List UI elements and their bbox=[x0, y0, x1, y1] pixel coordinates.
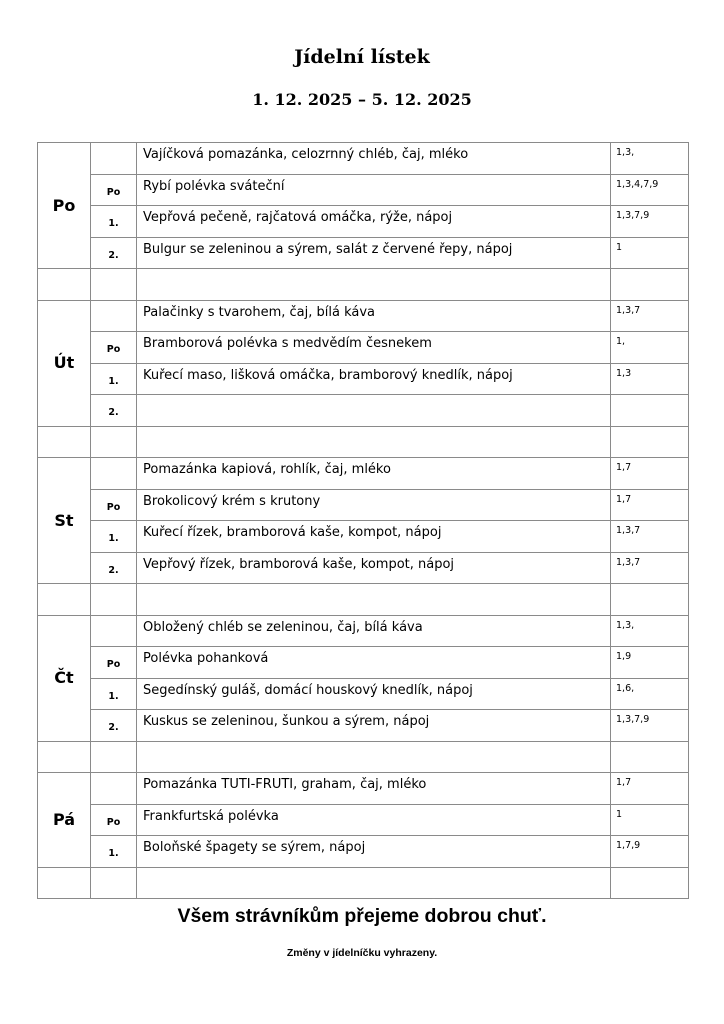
allergens bbox=[611, 395, 689, 427]
dish-name bbox=[137, 395, 611, 427]
menu-row bbox=[38, 237, 689, 269]
course-label: Po bbox=[91, 804, 137, 836]
dish-name: Pomazánka TUTI-FRUTI, graham, čaj, mléko bbox=[137, 773, 611, 805]
empty-cell bbox=[611, 867, 689, 899]
changes-note: Změny v jídelníčku vyhrazeny. bbox=[286, 947, 438, 959]
empty-cell bbox=[38, 867, 91, 899]
menu-row bbox=[38, 710, 689, 742]
course-label bbox=[91, 143, 137, 175]
allergens: 1, bbox=[611, 332, 689, 364]
course-label: Po bbox=[91, 332, 137, 364]
dish-name: Bramborová polévka s medvědím česnekem bbox=[137, 332, 611, 364]
empty-cell bbox=[611, 426, 689, 458]
allergens: 1,3, bbox=[611, 615, 689, 647]
empty-cell bbox=[137, 269, 611, 301]
dish-name: Kuřecí maso, lišková omáčka, bramborový knedlík, nápoj bbox=[137, 363, 611, 395]
empty-cell bbox=[38, 426, 91, 458]
dish-name: Segedínský guláš, domácí houskový knedlík, nápoj bbox=[137, 678, 611, 710]
menu-row bbox=[38, 773, 689, 805]
menu-table bbox=[37, 142, 689, 899]
course-label: Po bbox=[91, 647, 137, 679]
course-label: 1. bbox=[91, 836, 137, 868]
spacer-row bbox=[38, 741, 689, 773]
dish-name: Bulgur se zeleninou a sýrem, salát z červené řepy, nápoj bbox=[137, 237, 611, 269]
menu-row bbox=[38, 363, 689, 395]
menu-row bbox=[38, 300, 689, 332]
allergens: 1,3,7 bbox=[611, 552, 689, 584]
course-label: 2. bbox=[91, 395, 137, 427]
empty-cell bbox=[91, 741, 137, 773]
spacer-row bbox=[38, 867, 689, 899]
empty-cell bbox=[611, 741, 689, 773]
dish-name: Palačinky s tvarohem, čaj, bílá káva bbox=[137, 300, 611, 332]
course-label: 2. bbox=[91, 710, 137, 742]
spacer-row bbox=[38, 426, 689, 458]
dish-name: Vepřová pečeně, rajčatová omáčka, rýže, nápoj bbox=[137, 206, 611, 238]
menu-body bbox=[38, 143, 689, 899]
empty-cell bbox=[38, 269, 91, 301]
allergens: 1 bbox=[611, 237, 689, 269]
dish-name: Kuskus se zeleninou, šunkou a sýrem, nápoj bbox=[137, 710, 611, 742]
course-label: 1. bbox=[91, 521, 137, 553]
day-label: Po bbox=[38, 143, 91, 269]
allergens: 1,3,7,9 bbox=[611, 710, 689, 742]
day-label: Čt bbox=[38, 615, 91, 741]
allergens: 1,7 bbox=[611, 489, 689, 521]
allergens: 1,7 bbox=[611, 773, 689, 805]
empty-cell bbox=[38, 741, 91, 773]
course-label: 2. bbox=[91, 552, 137, 584]
day-label: St bbox=[38, 458, 91, 584]
course-label bbox=[91, 615, 137, 647]
menu-row bbox=[38, 174, 689, 206]
menu-row bbox=[38, 678, 689, 710]
allergens: 1,3,4,7,9 bbox=[611, 174, 689, 206]
menu-row bbox=[38, 521, 689, 553]
empty-cell bbox=[611, 584, 689, 616]
empty-cell bbox=[38, 584, 91, 616]
dish-name: Pomazánka kapiová, rohlík, čaj, mléko bbox=[137, 458, 611, 490]
dish-name: Polévka pohanková bbox=[137, 647, 611, 679]
dish-name: Rybí polévka sváteční bbox=[137, 174, 611, 206]
dish-name: Boloňské špagety se sýrem, nápoj bbox=[137, 836, 611, 868]
menu-row bbox=[38, 489, 689, 521]
dish-name: Obložený chléb se zeleninou, čaj, bílá káva bbox=[137, 615, 611, 647]
allergens: 1,7 bbox=[611, 458, 689, 490]
course-label: Po bbox=[91, 174, 137, 206]
day-label: Pá bbox=[38, 773, 91, 868]
empty-cell bbox=[137, 426, 611, 458]
menu-row bbox=[38, 206, 689, 238]
empty-cell bbox=[91, 867, 137, 899]
allergens: 1,3,7,9 bbox=[611, 206, 689, 238]
day-label: Út bbox=[38, 300, 91, 426]
spacer-row bbox=[38, 269, 689, 301]
allergens: 1,6, bbox=[611, 678, 689, 710]
allergens: 1,3,7 bbox=[611, 300, 689, 332]
dish-name: Brokolicový krém s krutony bbox=[137, 489, 611, 521]
menu-row bbox=[38, 552, 689, 584]
closing-wish: Všem strávníkům přejeme dobrou chuť. bbox=[177, 905, 547, 927]
menu-row bbox=[38, 332, 689, 364]
empty-cell bbox=[137, 741, 611, 773]
empty-cell bbox=[91, 584, 137, 616]
empty-cell bbox=[137, 584, 611, 616]
allergens: 1,3, bbox=[611, 143, 689, 175]
menu-row bbox=[38, 615, 689, 647]
dish-name: Kuřecí řízek, bramborová kaše, kompot, nápoj bbox=[137, 521, 611, 553]
menu-row bbox=[38, 804, 689, 836]
empty-cell bbox=[91, 426, 137, 458]
dish-name: Frankfurtská polévka bbox=[137, 804, 611, 836]
course-label: 1. bbox=[91, 363, 137, 395]
empty-cell bbox=[91, 269, 137, 301]
menu-row bbox=[38, 647, 689, 679]
spacer-row bbox=[38, 584, 689, 616]
allergens: 1,7,9 bbox=[611, 836, 689, 868]
course-label: 1. bbox=[91, 678, 137, 710]
menu-row bbox=[38, 395, 689, 427]
allergens: 1,3,7 bbox=[611, 521, 689, 553]
course-label bbox=[91, 300, 137, 332]
menu-row bbox=[38, 143, 689, 175]
course-label: 2. bbox=[91, 237, 137, 269]
course-label: Po bbox=[91, 489, 137, 521]
menu-row bbox=[38, 458, 689, 490]
dish-name: Vepřový řízek, bramborová kaše, kompot, nápoj bbox=[137, 552, 611, 584]
date-range: 1. 12. 2025 – 5. 12. 2025 bbox=[252, 90, 472, 109]
dish-name: Vajíčková pomazánka, celozrnný chléb, čaj, mléko bbox=[137, 143, 611, 175]
menu-title: Jídelní lístek bbox=[294, 46, 430, 68]
empty-cell bbox=[611, 269, 689, 301]
course-label: 1. bbox=[91, 206, 137, 238]
empty-cell bbox=[137, 867, 611, 899]
allergens: 1 bbox=[611, 804, 689, 836]
allergens: 1,3 bbox=[611, 363, 689, 395]
course-label bbox=[91, 458, 137, 490]
menu-row bbox=[38, 836, 689, 868]
allergens: 1,9 bbox=[611, 647, 689, 679]
course-label bbox=[91, 773, 137, 805]
